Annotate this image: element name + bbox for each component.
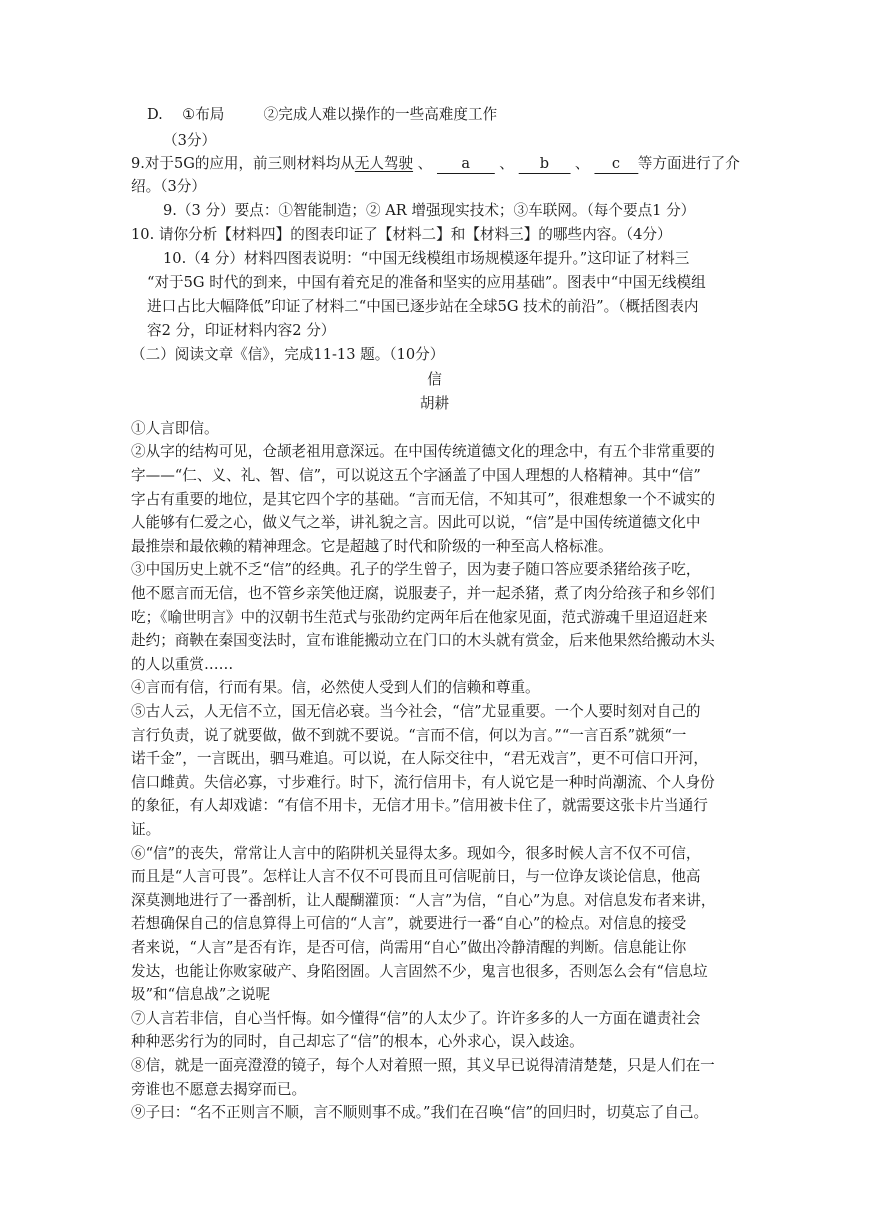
- q9-answer: 9.（3 分）要点：①智能制造；② AR 增强现实技术；③车联网。（每个要点1 分）: [163, 202, 696, 219]
- article-line: 证。: [131, 821, 161, 838]
- q9-separator: 、: [494, 155, 514, 172]
- q9-blank-c: c: [594, 155, 638, 174]
- article-line: ③中国历史上就不乏“信”的经典。孔子的学生曾子，因为妻子随口答应要杀猪给孩子吃，: [131, 561, 701, 578]
- article-line: ⑥“信”的丧失，常常让人言中的陷阱机关显得太多。现如今，很多时候人言不仅不可信，: [131, 845, 701, 862]
- article-line: 吃；《喻世明言》中的汉朝书生范式与张劭约定两年后在他家见面，范式游魂千里迢迢赶来: [131, 609, 708, 626]
- article-line: 种种恶劣行为的同时，自己却忘了“信”的根本，心外求心，误入歧途。: [131, 1033, 584, 1050]
- article-line: 字——“仁、义、礼、智、信”，可以说这五个字涵盖了中国人理想的人格精神。其中“信”: [131, 467, 701, 484]
- article-line: 赴约；商鞅在秦国变法时，宣布谁能搬动立在门口的木头就有赏金，后来他果然给搬动木头: [131, 632, 715, 649]
- q9-separator: 、: [570, 155, 590, 172]
- article-line: 的人以重赏……: [131, 656, 234, 673]
- article-line: 诺千金”，一言既出，驷马难追。可以说，在人际交往中，“君无戏言”，更不可信口开河，: [131, 750, 708, 767]
- article-line: ⑨子曰：“名不正则言不顺，言不顺则事不成。”我们在召唤“信”的回归时，切莫忘了自己。: [131, 1104, 709, 1121]
- article-line: ④言而有信，行而有果。信，必然使人受到人们的信赖和尊重。: [131, 679, 540, 696]
- article-line: ⑧信，就是一面亮澄澄的镜子，每个人对着照一照，其义早已说得清清楚楚，只是人们在一: [131, 1057, 715, 1074]
- q8-answer-line: [147, 104, 497, 126]
- article-line: ⑤古人云，人无信不立，国无信必衰。当今社会，“信”尤显重要。一个人要时刻对自己的: [131, 703, 701, 720]
- q8-answer-b: ②完成人难以操作的一些高难度工作: [263, 106, 498, 123]
- article-line: 发达，也能让你败家破产、身陷囹圄。人言固然不少，鬼言也很多，否则怎么会有“信息垃: [131, 963, 708, 980]
- article-line: 深莫测地进行了一番剖析，让人醍醐灌顶：“人言”为信，“自心”为息。对信息发布者来讲，: [131, 892, 716, 909]
- q9-question-prefix: 9.对于5G的应用，前三则材料均从: [131, 155, 355, 172]
- article-line: 最推崇和最依赖的精神理念。它是超越了时代和阶级的一种至高人格标准。: [131, 538, 613, 555]
- article-line: 言行负责，说了就要做，做不到就不要说。“言而不信，何以为言。”“一言百系”就须“一: [131, 727, 687, 744]
- q9-question-suffix: 等方面进行了介: [637, 155, 740, 172]
- article-line: 的象征，有人却戏谑：“有信不用卡，无信才用卡。”信用被卡住了，就需要这张卡片当通行: [131, 797, 708, 814]
- q10-answer-line: 容2 分，印证材料内容2 分）: [147, 322, 336, 339]
- q8-answer-a: ①布局: [182, 106, 225, 123]
- article-line: 者来说，“人言”是否有诈，是否可信，尚需用“自心”做出冷静清醒的判断。信息能让你: [131, 939, 687, 956]
- article-line: ①人言即信。: [131, 420, 219, 437]
- q9-blank-b: b: [518, 155, 570, 174]
- article-line: 字占有重要的地位，是其它四个字的基础。“言而无信，不知其可”，很难想象一个不诚实的: [131, 491, 716, 508]
- article-line: 他不愿言而无信，也不管乡亲笑他迂腐，说服妻子，并一起杀猪，煮了肉分给孩子和乡邻们: [131, 585, 715, 602]
- q10-answer-line: “对于5G 时代的到来，中国有着充足的准备和坚实的应用基础”。图表中“中国无线模组: [147, 274, 706, 291]
- article-title: 信: [427, 371, 442, 388]
- article-line: 人能够有仁爱之心，做义气之举，讲礼貌之言。因此可以说，“信”是中国传统道德文化中: [131, 514, 701, 531]
- q9-underlined-example: 无人驾驶: [354, 155, 414, 172]
- q10-question: 10. 请你分析【材料四】的图表印证了【材料二】和【材料三】的哪些内容。（4分）: [131, 226, 672, 243]
- article-line: ②从字的结构可见，仓颉老祖用意深远。在中国传统道德文化的理念中，有五个非常重要的: [131, 443, 715, 460]
- article-line: 信口雌黄。失信必寡，寸步难行。时下，流行信用卡，有人说它是一种时尚潮流、个人身份: [131, 774, 715, 791]
- q9-separator: 、: [413, 155, 433, 172]
- q9-question-line2: 绍。（3分）: [131, 178, 206, 195]
- q9-blank-a: a: [437, 155, 495, 174]
- q8-option-label: D.: [147, 106, 163, 123]
- q8-score: （3分）: [163, 132, 217, 149]
- q10-answer-line: 10.（4 分）材料四图表说明：“中国无线模组市场规模逐年提升。”这印证了材料三: [163, 250, 690, 267]
- article-line: 圾”和“信息战”之说呢: [131, 986, 271, 1003]
- article-line: 若想确保自己的信息算得上可信的“人言”，就要进行一番“自心”的检点。对信息的接受: [131, 915, 687, 932]
- section2-intro: （二）阅读文章《信》，完成11-13 题。（10分）: [131, 346, 445, 363]
- q9-question-line1: [131, 153, 740, 175]
- article-line: 而且是“人言可畏”。怎样让人言不仅不可畏而且可信呢前日，与一位诤友谈论信息，他高: [131, 868, 701, 885]
- article-line: 旁谁也不愿意去揭穿而已。: [131, 1081, 307, 1098]
- article-author: 胡耕: [419, 395, 450, 412]
- article-line: ⑦人言若非信，自心当忏悔。如今懂得“信”的人太少了。许许多多的人一方面在谴责社会: [131, 1010, 701, 1027]
- q10-answer-line: 进口占比大幅降低”印证了材料二“中国已逐步站在全球5G 技术的前沿”。（概括图表内: [147, 298, 699, 315]
